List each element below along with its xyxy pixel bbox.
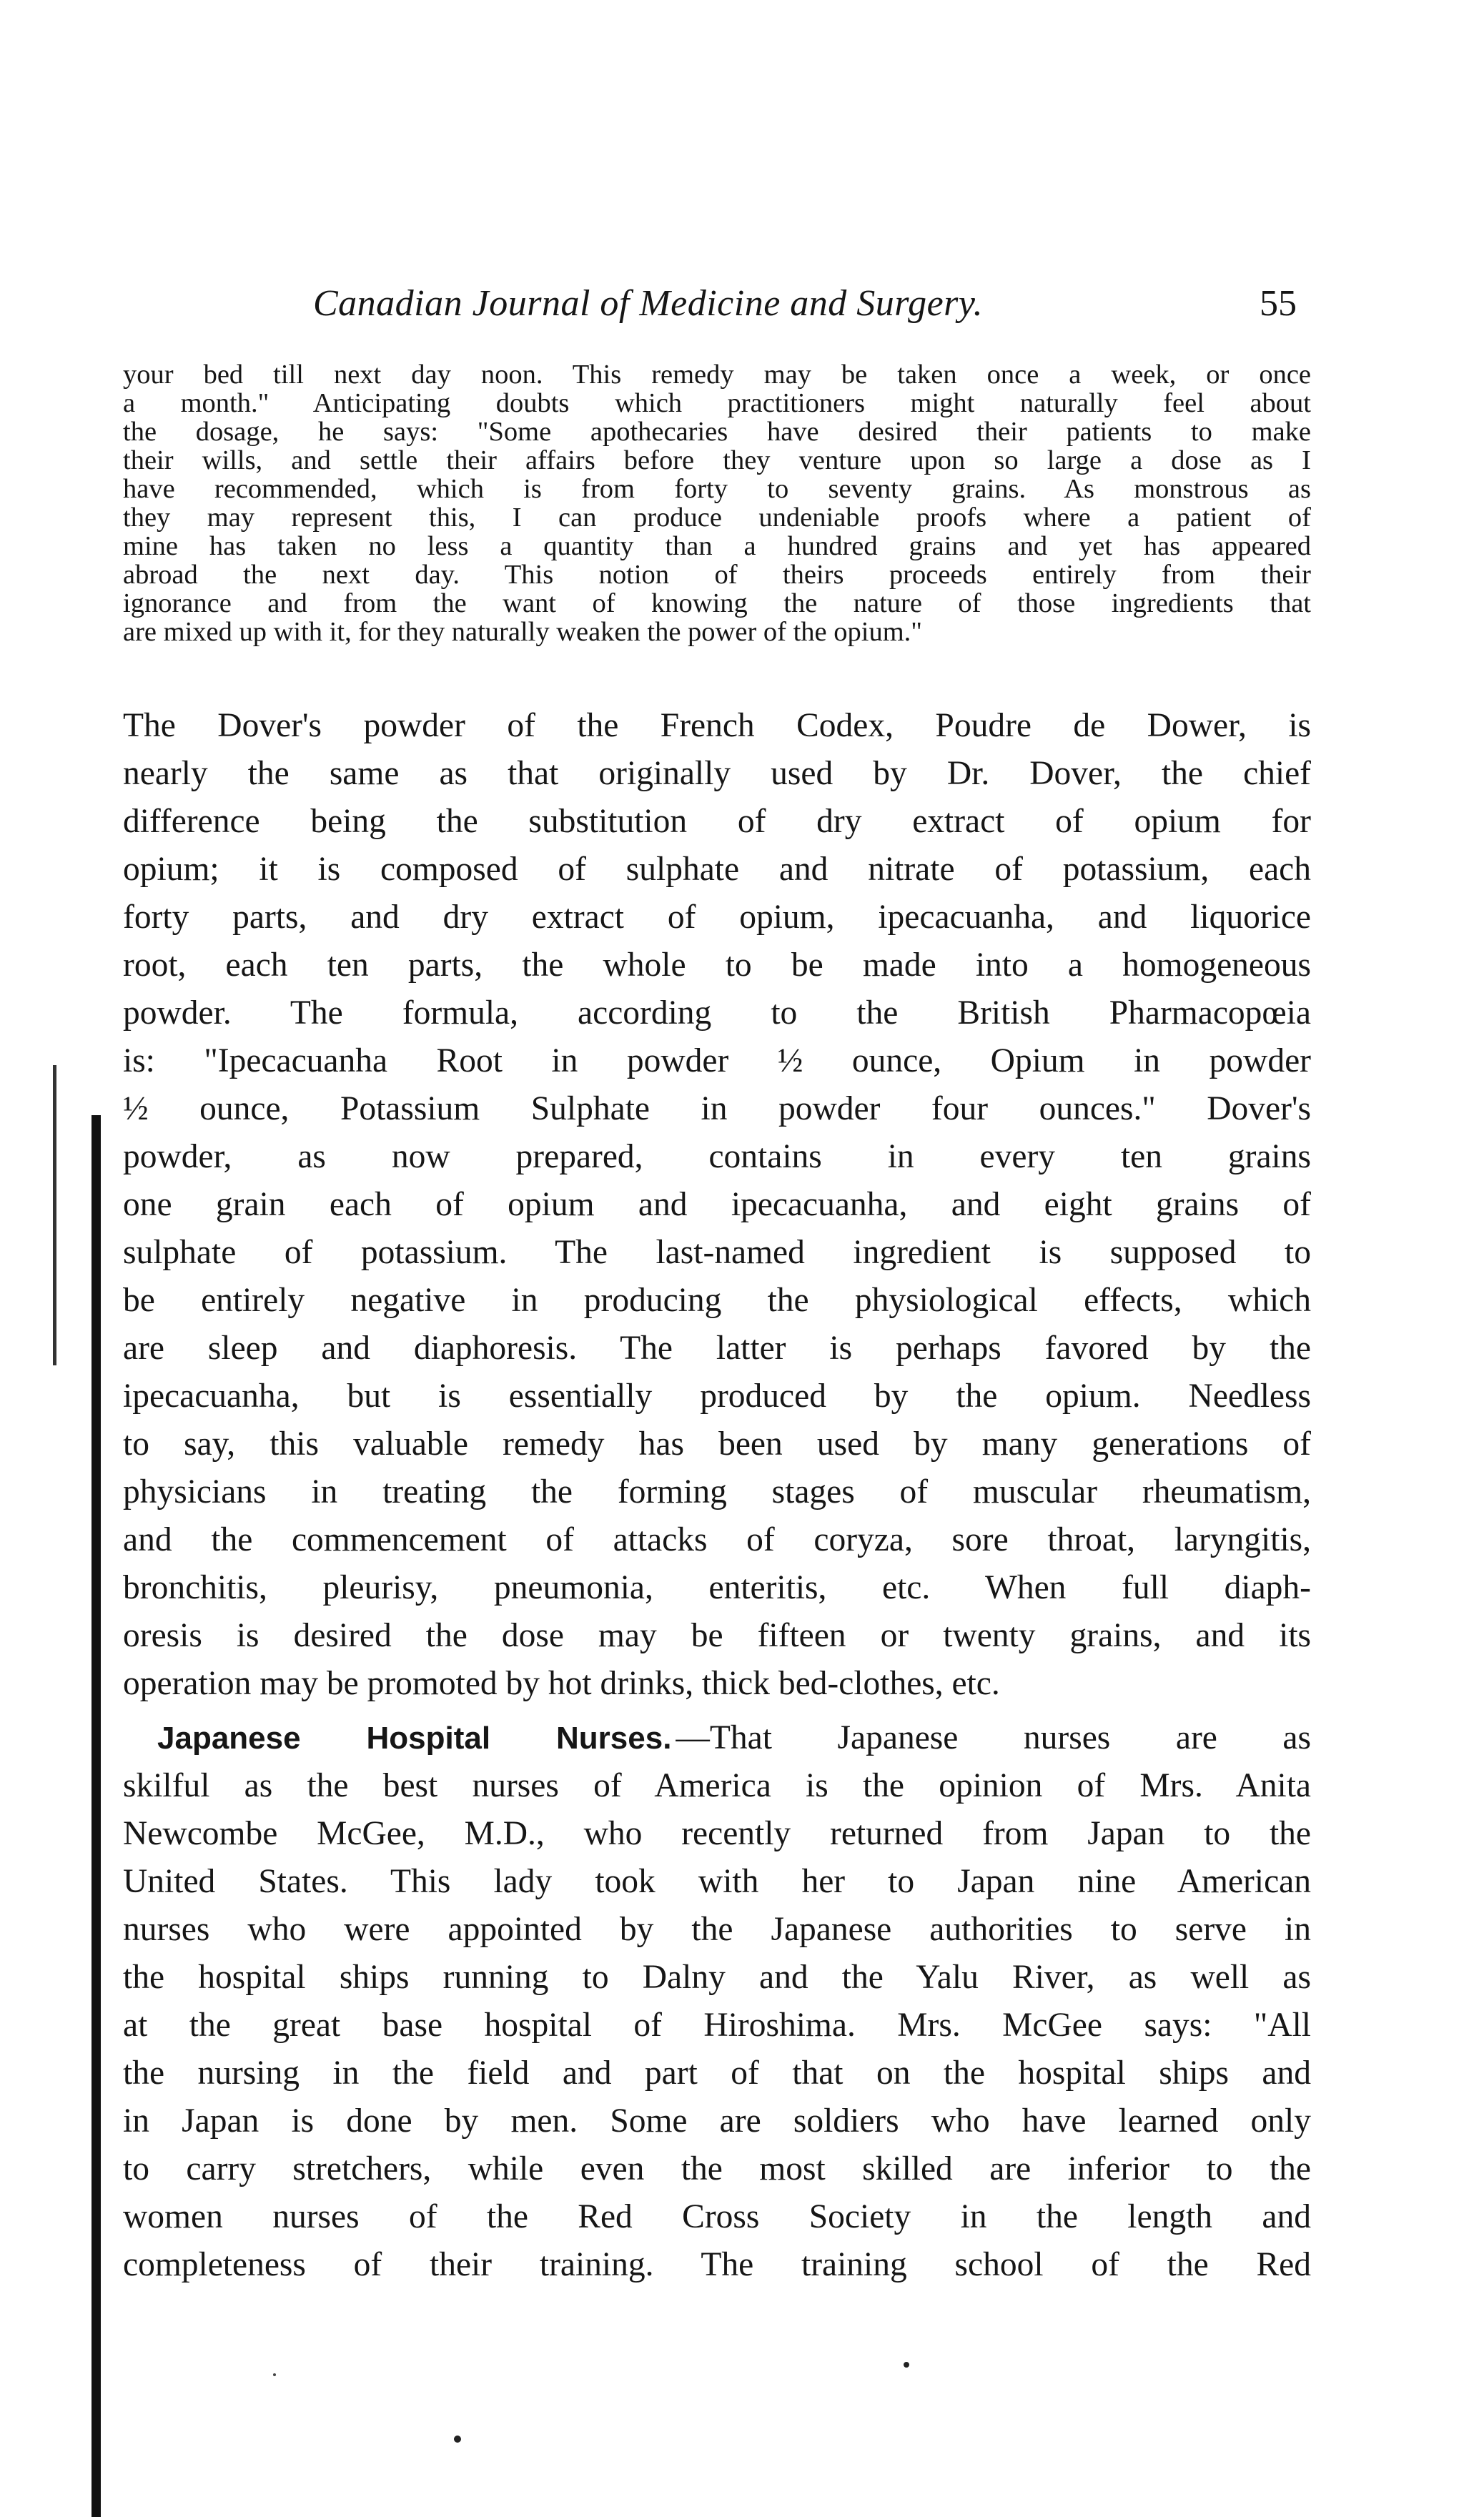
japanese-nurses-paragraph	[123, 1714, 1311, 2289]
text-line: to carry stretchers, while even the most skilled are inferior to the	[123, 2150, 1311, 2187]
text-line: at the great base hospital of Hiroshima. Mrs. McGee says: "All	[123, 2007, 1311, 2044]
text-line: sulphate of potassium. The last-named ingredient is supposed to	[123, 1234, 1311, 1271]
text-line: The Dover's powder of the French Codex, Poudre de Dower, is	[123, 707, 1311, 744]
text-line: United States. This lady took with her to Japan nine American	[123, 1863, 1311, 1900]
quotation-block	[123, 360, 1311, 646]
text-line: powder. The formula, according to the British Pharmacopœia	[123, 994, 1311, 1032]
scan-margin-mark	[53, 1065, 56, 1365]
running-header	[124, 272, 1311, 336]
text-line: root, each ten parts, the whole to be made into a homogeneous	[123, 946, 1311, 984]
text-line: forty parts, and dry extract of opium, ipecacuanha, and liquorice	[123, 899, 1311, 936]
quote-line: abroad the next day. This notion of theirs proceeds entirely from their	[123, 560, 1311, 590]
scan-speck	[904, 2362, 909, 2368]
dovers-powder-paragraph	[123, 702, 1311, 1708]
section-heading: Japanese Hospital Nurses.	[157, 1721, 672, 1756]
text-line: completeness of their training. The training school of the Red	[123, 2246, 1311, 2283]
first-line-text: —That Japanese nurses are as	[676, 1719, 1311, 1756]
quote-line: are mixed up with it, for they naturally weaken the power of the opium."	[123, 617, 922, 647]
text-line: powder, as now prepared, contains in every ten grains	[123, 1138, 1311, 1175]
quote-line: the dosage, he says: "Some apothecaries have desired their patients to make	[123, 417, 1311, 447]
binding-edge-shadow	[91, 1115, 101, 2517]
text-line: oresis is desired the dose may be fifteen or twenty grains, and its	[123, 1617, 1311, 1654]
text-line: in Japan is done by men. Some are soldiers who have learned only	[123, 2102, 1311, 2140]
first-line	[123, 1714, 1311, 1762]
text-line: difference being the substitution of dry extract of opium for	[123, 803, 1311, 840]
text-line: the hospital ships running to Dalny and the Yalu River, as well as	[123, 1959, 1311, 1996]
text-line: operation may be promoted by hot drinks, thick bed-clothes, etc.	[123, 1665, 1000, 1702]
text-line: ipecacuanha, but is essentially produced by the opium. Needless	[123, 1378, 1311, 1415]
text-line: opium; it is composed of sulphate and nitrate of potassium, each	[123, 851, 1311, 888]
text-line: be entirely negative in producing the physiological effects, which	[123, 1282, 1311, 1319]
running-title: Canadian Journal of Medicine and Surgery.	[313, 283, 984, 324]
text-line: and the commencement of attacks of coryza, sore throat, laryngitis,	[123, 1521, 1311, 1558]
text-line: is: "Ipecacuanha Root in powder ½ ounce, Opium in powder	[123, 1042, 1311, 1079]
quote-line: your bed till next day noon. This remedy may be taken once a week, or once	[123, 360, 1311, 390]
text-line: bronchitis, pleurisy, pneumonia, enteritis, etc. When full diaph-	[123, 1569, 1311, 1606]
quote-line: a month." Anticipating doubts which practitioners might naturally feel about	[123, 388, 1311, 418]
quote-line: have recommended, which is from forty to seventy grains. As monstrous as	[123, 474, 1311, 504]
scan-speck	[273, 2373, 276, 2376]
text-line: are sleep and diaphoresis. The latter is perhaps favored by the	[123, 1330, 1311, 1367]
text-line: nearly the same as that originally used by Dr. Dover, the chief	[123, 755, 1311, 792]
text-line: the nursing in the field and part of that on the hospital ships and	[123, 2054, 1311, 2092]
text-line: nurses who were appointed by the Japanese authorities to serve in	[123, 1911, 1311, 1948]
quote-line: they may represent this, I can produce undeniable proofs where a patient of	[123, 503, 1311, 533]
scan-speck	[454, 2436, 461, 2443]
text-line: Newcombe McGee, M.D., who recently returned from Japan to the	[123, 1815, 1311, 1852]
text-line: women nurses of the Red Cross Society in the length and	[123, 2198, 1311, 2235]
text-line: to say, this valuable remedy has been used by many generations of	[123, 1425, 1311, 1463]
page-number: 55	[1260, 283, 1297, 324]
text-line: one grain each of opium and ipecacuanha, and eight grains of	[123, 1186, 1311, 1223]
quote-line: ignorance and from the want of knowing the nature of those ingredients that	[123, 588, 1311, 618]
text-line: ½ ounce, Potassium Sulphate in powder four ounces." Dover's	[123, 1090, 1311, 1127]
text-line: physicians in treating the forming stages of muscular rheumatism,	[123, 1473, 1311, 1510]
quote-line: mine has taken no less a quantity than a hundred grains and yet has appeared	[123, 531, 1311, 561]
text-line: skilful as the best nurses of America is the opinion of Mrs. Anita	[123, 1767, 1311, 1804]
quote-line: their wills, and settle their affairs before they venture upon so large a dose as I	[123, 445, 1311, 475]
